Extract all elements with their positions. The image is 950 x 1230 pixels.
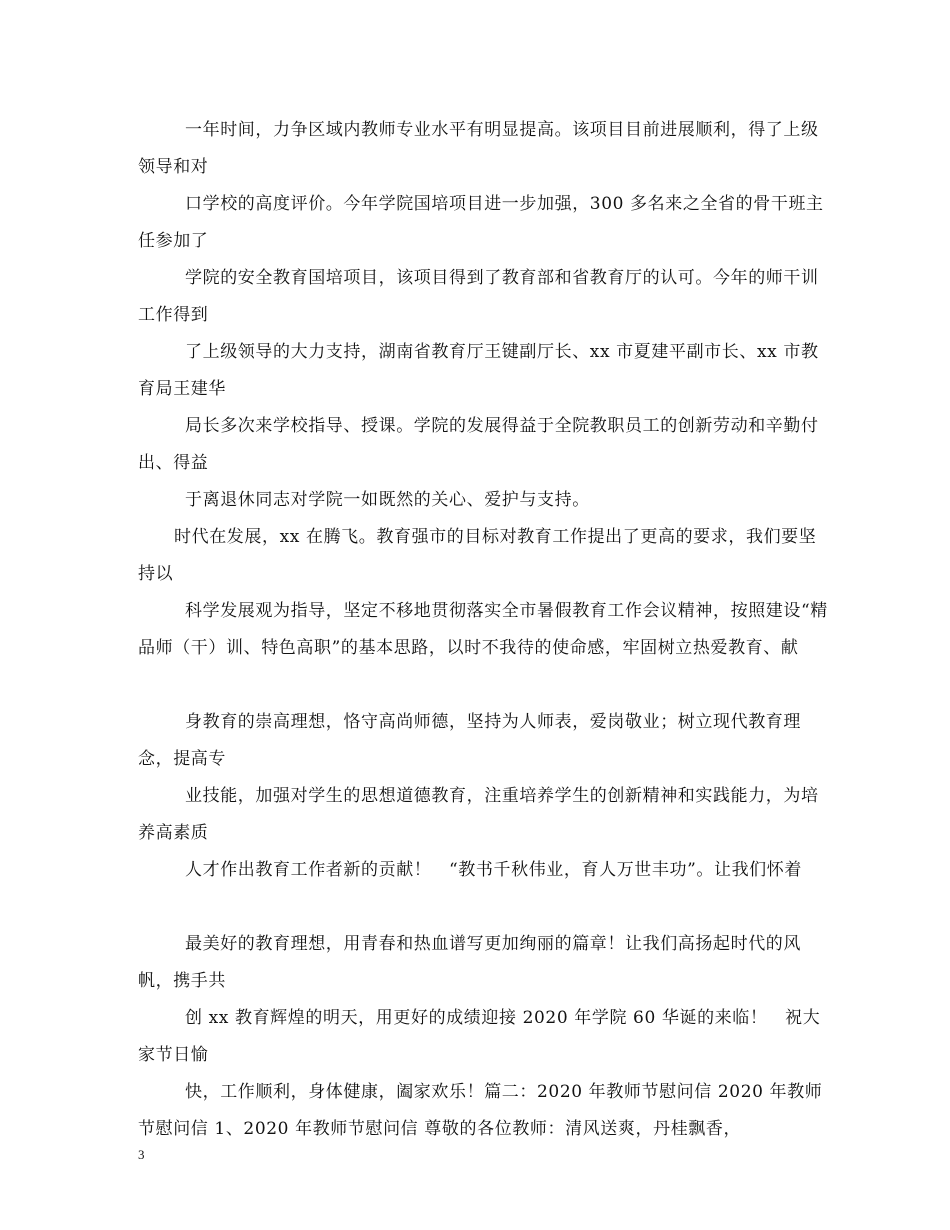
paragraph-14: 快，工作顺利，身体健康，阖家欢乐！篇二：2020 年教师节慰问信 2020 年教师节慰问信 1、2020 年教师节慰问信 尊敬的各位教师：清风送爽，丹桂飘香，: [138, 1082, 823, 1139]
paragraph-2: 口学校的高度评价。今年学院国培项目进一步加强，300 多名来之全省的骨干班主任参加了: [138, 194, 824, 251]
paragraph-1: 一年时间，力争区域内教师专业水平有明显提高。该项目目前进展顺利，得了上级领导和对: [138, 120, 819, 177]
paragraph-11: 人才作出教育工作者新的贡献！ “教书千秋伟业，育人万世丰功”。让我们怀着: [185, 860, 802, 880]
paragraph-3: 学院的安全教育国培项目，该项目得到了教育部和省教育厅的认可。今年的师干训工作得到: [138, 268, 819, 325]
paragraph-10: 业技能，加强对学生的思想道德教育，注重培养学生的创新精神和实践能力，为培养高素质: [138, 786, 819, 843]
paragraph-4: 了上级领导的大力支持，湖南省教育厅王键副厅长、xx 市夏建平副市长、xx 市教育局王建华: [138, 342, 819, 399]
paragraph-8: 科学发展观为指导，坚定不移地贯彻落实全市暑假教育工作会议精神，按照建设“精品师（干）训、特色高职”的基本思路，以时不我待的使命感，牢固树立热爱教育、献: [138, 601, 828, 658]
paragraph-12: 最美好的教育理想，用青春和热血谱写更加绚丽的篇章！让我们高扬起时代的风帆，携手共: [138, 934, 801, 991]
paragraph-6: 于离退休同志对学院一如既然的关心、爱护与支持。: [185, 490, 590, 510]
page-number: 3: [138, 1147, 145, 1162]
paragraph-13: 创 xx 教育辉煌的明天，用更好的成绩迎接 2020 年学院 60 华诞的来临！ 祝大家节日愉: [138, 1008, 821, 1065]
paragraph-7: 时代在发展，xx 在腾飞。教育强市的目标对教育工作提出了更高的要求，我们要坚持以: [138, 527, 817, 584]
paragraph-9: 身教育的崇高理想，恪守高尚师德，坚持为人师表，爱岗敬业；树立现代教育理念，提高专: [138, 712, 801, 769]
paragraph-5: 局长多次来学校指导、授课。学院的发展得益于全院教职员工的创新劳动和辛勤付出、得益: [138, 416, 819, 473]
